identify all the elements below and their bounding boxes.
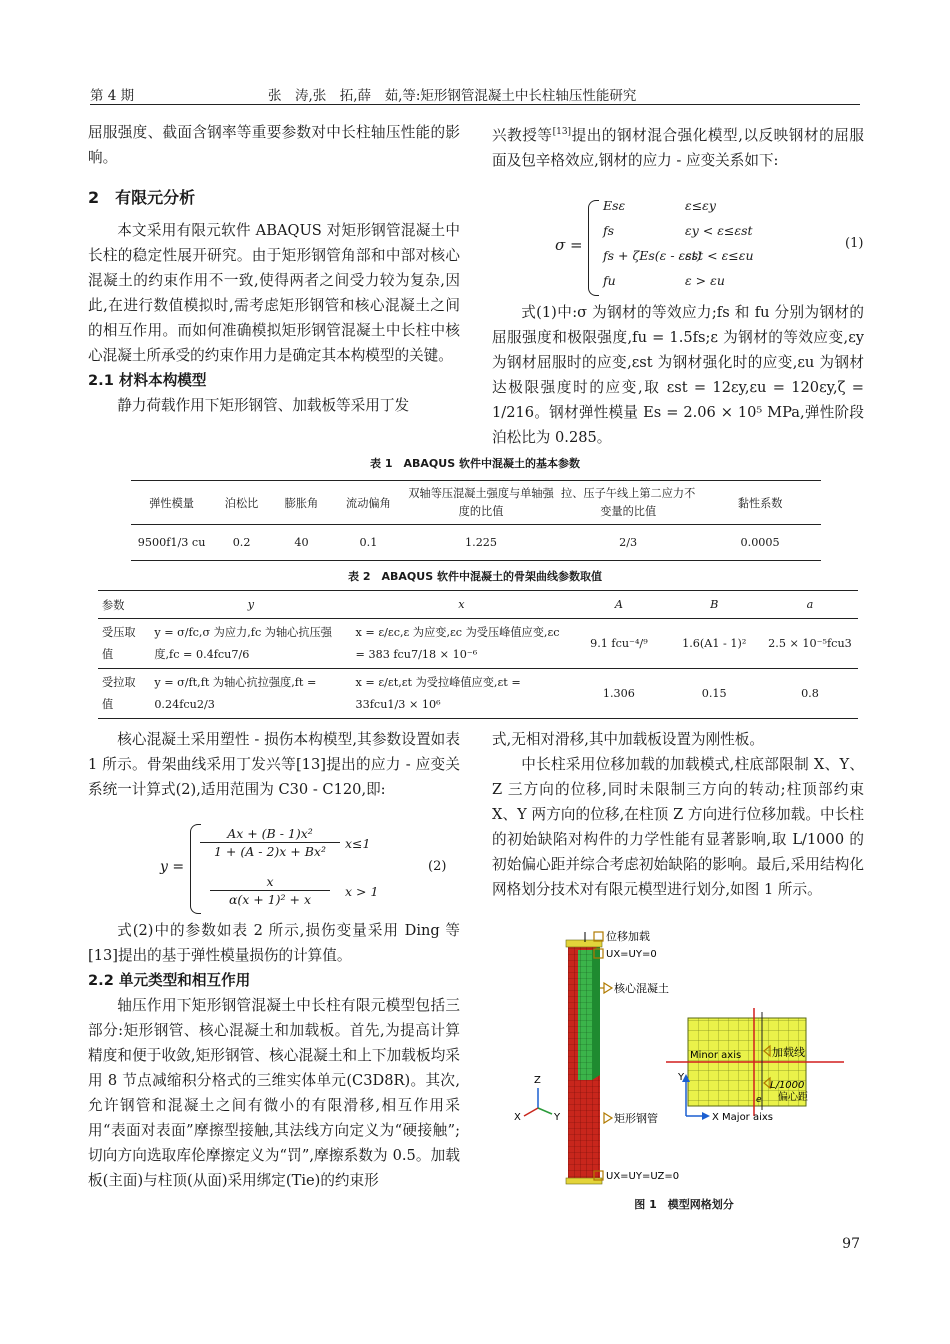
label-top-bc: UX=UY=0 bbox=[606, 949, 657, 960]
paragraph: 轴压作用下矩形钢管混凝土中长柱有限元模型包括三部分:矩形钢管、核心混凝土和加载板。首先,为提高计算精度和便于收敛,矩形钢管、核心混凝土和上下加载板均采用 8 节点减缩积分格式的三维实体单元(C3D8R)。其次,允许钢管和混凝土之间有微小的有限滑移,相互作用采用“表面对表面”摩擦型接触,其法线方向定义为“硬接触”;切向方向选取库伦摩擦定义为“罚”,摩擦系数为 0.5。加载板(主面)与柱顶(从面)采用绑定(Tie)的约束形 bbox=[88, 997, 460, 1189]
table-header-row bbox=[98, 591, 858, 619]
header-rule bbox=[90, 104, 860, 105]
table-2 bbox=[98, 590, 858, 719]
table-header-cell: 黏性系数 bbox=[737, 496, 783, 510]
table-cell: 2/3 bbox=[619, 536, 638, 549]
equation-lhs: σ = bbox=[555, 236, 583, 254]
table-1-caption: 表 1 ABAQUS 软件中混凝土的基本参数 bbox=[370, 457, 580, 470]
table-header-cell: x bbox=[458, 598, 465, 611]
table-header-cell: y bbox=[247, 598, 255, 611]
equation-condition: ε > εu bbox=[685, 273, 725, 288]
article-title-header: 张 涛,张 拓,薛 茹,等:矩形钢管混凝土中长柱轴压性能研究 bbox=[268, 88, 637, 104]
label-disp-load: 位移加载 bbox=[606, 930, 650, 943]
label-steel-tube: 矩形钢管 bbox=[614, 1112, 658, 1125]
table-cell: 0.0005 bbox=[740, 536, 780, 549]
x-axis-icon bbox=[524, 1108, 538, 1116]
table-header-cell: 双轴等压混凝土强度与单轴强度的比值 bbox=[408, 486, 554, 518]
table-cell: y = σ/ft,ft 为轴心抗拉强度,ft = 0.24fcu2/3 bbox=[154, 675, 317, 711]
paragraph: 式(1)中:σ 为钢材的等效应力;fs 和 fu 分别为钢材的屈服强度和极限强度,fu = 1.5fs;ε 为钢材的等效应变,εy 为钢材屈服时的应变,εst 为钢材强化时的应变,εu 为钢材达极限强度时的应变,取 εst = 12εy,εu = 120εy,ζ = 1/216。钢材弹性模量 Es = 2.06 × 10⁵ MPa,弹性阶段泊松比为 0.285。 bbox=[492, 304, 864, 446]
equation-condition: x > 1 bbox=[345, 884, 379, 899]
table-1 bbox=[131, 480, 821, 561]
right-column-bottom bbox=[492, 727, 864, 902]
equation-condition: εst < ε≤εu bbox=[685, 248, 754, 263]
label-eccentricity: L/1000 bbox=[770, 1080, 805, 1091]
paragraph: 本文采用有限元软件 ABAQUS 对矩形钢管混凝土中长柱的稳定性展开研究。由于矩形钢管角部和中部对核心混凝土的约束作用不一致,使得两者之间受力较为复杂,因此,在进行数值模拟时,需考虑矩形钢管和核心混凝土之间的相互作用。而如何准确模拟矩形钢管混凝土中长柱中核心混凝土所承受的约束作用力是确定其本构模型的关键。 bbox=[88, 222, 460, 364]
table-cell: 9500f1/3 cu bbox=[137, 536, 206, 549]
table-cell: 0.15 bbox=[701, 686, 727, 700]
journal-issue: 第 4 期 bbox=[90, 88, 135, 104]
paragraph: 核心混凝土采用塑性 - 损伤本构模型,其参数设置如表 1 所示。骨架曲线采用丁发兴等[13]提出的应力 - 应变关系统一计算式(2),适用范围为 C30 - C120,即: bbox=[88, 731, 460, 798]
equation-condition: ε≤εy bbox=[685, 198, 716, 213]
equation-brace bbox=[588, 200, 599, 296]
table-2-caption: 表 2 ABAQUS 软件中混凝土的骨架曲线参数取值 bbox=[348, 570, 602, 583]
table-cell: x = ε/εc,ε 为应变,εc 为受压峰值应变,εc = 383 fcu7/18 × 10⁻⁶ bbox=[355, 625, 560, 661]
label-y: Y bbox=[678, 1072, 685, 1083]
label-major-axis: X Major aixs bbox=[712, 1112, 774, 1123]
table-cell: 受拉取值 bbox=[102, 675, 136, 711]
right-column-top bbox=[492, 120, 864, 173]
numerator: x bbox=[210, 874, 330, 891]
core-concrete-mesh bbox=[578, 950, 592, 1080]
paragraph: 式,无相对滑移,其中加载板设置为刚性板。 bbox=[492, 731, 764, 748]
right-column-middle bbox=[492, 300, 864, 450]
table-header-cell: 拉、压子午线上第二应力不变量的比值 bbox=[561, 486, 696, 518]
denominator: 1 + (A - 2)x + Bx² bbox=[214, 844, 326, 859]
paragraph bbox=[492, 120, 864, 173]
equation-condition: εy < ε≤εst bbox=[685, 223, 753, 238]
figure-1-caption: 图 1 模型网格划分 bbox=[634, 1198, 734, 1211]
table-row bbox=[98, 669, 858, 719]
label-marker-icon bbox=[594, 932, 603, 941]
leader-arrow-icon bbox=[604, 1113, 612, 1123]
table-cell: 1.306 bbox=[602, 686, 635, 700]
text-run: 提出的钢材混合强化模型,以反映钢材的屈服面及包辛格效应,钢材的应力 - 应变关系如下: bbox=[492, 127, 864, 169]
subsection-heading: 2.1 材料本构模型 bbox=[88, 372, 207, 389]
table-cell: 1.6(A1 - 1)² bbox=[682, 636, 747, 650]
equation-condition: x≤1 bbox=[345, 836, 371, 851]
table-header-row bbox=[131, 481, 821, 525]
table-header-cell: 参数 bbox=[102, 598, 125, 612]
equation-case: fs + ζEs(ε - εst) bbox=[603, 248, 702, 263]
label-core-concrete: 核心混凝土 bbox=[614, 982, 669, 995]
table-header-cell: B bbox=[710, 598, 719, 611]
table-cell: 9.1 fcu⁻⁴/⁹ bbox=[590, 636, 648, 650]
subsection-heading: 2.2 单元类型和相互作用 bbox=[88, 972, 251, 989]
equation-number: (1) bbox=[845, 236, 864, 251]
table-header-cell: 泊松比 bbox=[224, 496, 259, 510]
equation-2 bbox=[160, 822, 460, 914]
table-cell: 0.8 bbox=[801, 686, 819, 700]
equation-lhs: y = bbox=[160, 859, 185, 875]
numerator: Ax + (B - 1)x² bbox=[200, 826, 340, 843]
equation-1 bbox=[555, 198, 865, 298]
table-cell: 2.5 × 10⁻⁵fcu3 bbox=[768, 636, 852, 650]
table-header-cell: 流动偏角 bbox=[346, 496, 391, 510]
left-column-bottom bbox=[88, 727, 460, 802]
figure-1-mesh bbox=[508, 930, 860, 1192]
table-cell: 0.2 bbox=[232, 536, 251, 549]
arrowhead-icon bbox=[702, 1112, 710, 1120]
label-e: e bbox=[756, 1095, 762, 1105]
denominator: α(x + 1)² + x bbox=[228, 892, 312, 907]
axis-y-label: Y bbox=[554, 1112, 561, 1123]
table-header-cell: A bbox=[614, 598, 623, 611]
table-cell: 0.1 bbox=[359, 536, 378, 549]
equation-case: fs bbox=[603, 223, 615, 238]
label-bottom-bc: UX=UY=UZ=0 bbox=[606, 1171, 680, 1182]
y-axis-icon bbox=[538, 1108, 552, 1114]
citation: [13] bbox=[552, 127, 572, 137]
column-model bbox=[566, 940, 602, 1184]
table-header-cell: 弹性模量 bbox=[149, 496, 194, 510]
label-minor-axis: Minor axis bbox=[690, 1050, 742, 1061]
paragraph: 静力荷载作用下矩形钢管、加载板等采用丁发 bbox=[117, 397, 410, 414]
table-cell: 1.225 bbox=[465, 536, 498, 549]
table-cell: x = ε/εt,εt 为受拉峰值应变,εt = 33fcu1/3 × 10⁶ bbox=[355, 675, 521, 711]
axis-x-label: X bbox=[514, 1112, 521, 1123]
equation-case: fu bbox=[603, 273, 616, 288]
left-column-top bbox=[88, 120, 460, 418]
paragraph: 中长柱采用位移加载的加载模式,柱底部限制 X、Y、Z 三方向的位移,同时未限制三方向的转动;柱顶部约束 X、Y 两方向的位移,在柱顶 Z 方向进行位移加载。中长柱的初始缺陷对构件的力学性能有显著影响,取 L/1000 的初始偏心距并综合考虑初始缺陷的影响。最后,采用结构化网格划分技术对有限元模型进行划分,如图 1 所示。 bbox=[492, 756, 864, 898]
table-row bbox=[98, 619, 858, 669]
leader-arrow-icon bbox=[604, 983, 612, 993]
left-column-end bbox=[88, 918, 460, 1193]
core-concrete-side bbox=[592, 946, 600, 1080]
fraction bbox=[210, 874, 330, 907]
table-cell: 受压取值 bbox=[102, 625, 136, 661]
label-eccentricity-cn: 偏心距 bbox=[778, 1092, 808, 1103]
equation-number: (2) bbox=[428, 859, 447, 874]
table-header-cell: a bbox=[806, 598, 814, 611]
axis-z-label: Z bbox=[534, 1075, 541, 1086]
cross-section bbox=[666, 1008, 844, 1123]
paragraph: 式(2)中的参数如表 2 所示,损伤变量采用 Ding 等[13]提出的基于弹性模量损伤的计算值。 bbox=[88, 922, 460, 964]
bottom-loading-plate bbox=[566, 1178, 602, 1184]
text-run: 兴教授等 bbox=[492, 127, 553, 144]
table-row bbox=[131, 525, 821, 561]
running-header bbox=[90, 84, 860, 106]
page-number: 97 bbox=[842, 1236, 860, 1252]
label-load-line: 加载线 bbox=[772, 1046, 805, 1059]
axis-triad bbox=[514, 1075, 561, 1123]
section-heading: 2 有限元分析 bbox=[88, 188, 196, 207]
fraction bbox=[200, 826, 340, 859]
table-cell: y = σ/fc,σ 为应力,fc 为轴心抗压强度,fc = 0.4fcu7/6 bbox=[154, 625, 332, 661]
equation-case: Esε bbox=[603, 198, 626, 213]
table-header-cell: 膨胀角 bbox=[284, 496, 319, 510]
paragraph: 屈服强度、截面含钢率等重要参数对中长柱轴压性能的影响。 bbox=[88, 124, 460, 166]
table-cell: 40 bbox=[294, 536, 309, 549]
